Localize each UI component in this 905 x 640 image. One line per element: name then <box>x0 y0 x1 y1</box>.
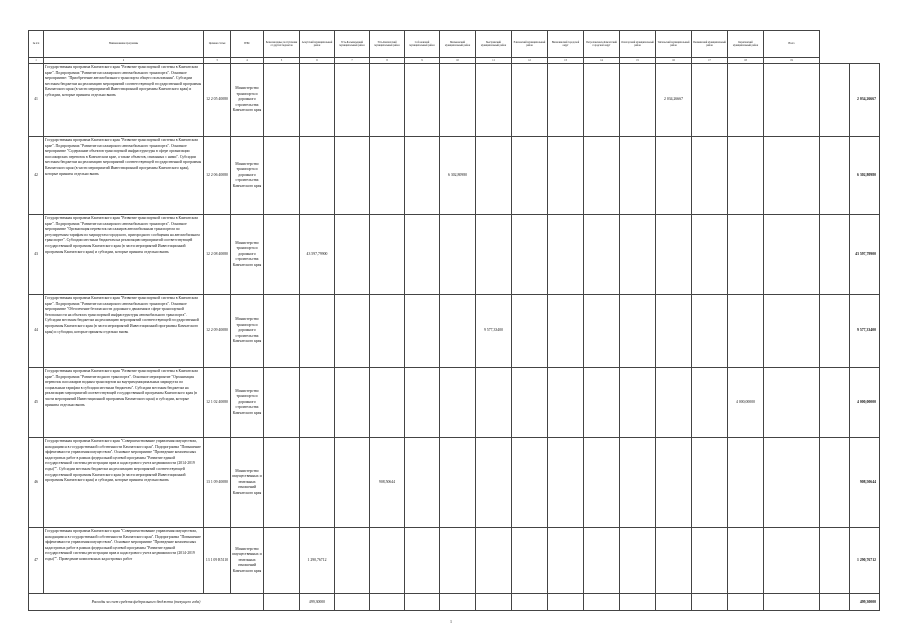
value-cell <box>548 137 584 215</box>
table-body <box>29 64 880 611</box>
column-header: Тигильский муниципальный район <box>656 31 692 58</box>
value-cell <box>440 438 476 528</box>
column-header: № п/п <box>29 31 44 58</box>
target-code: 12 2 08 40080 <box>204 215 231 295</box>
value-cell <box>656 137 692 215</box>
value-cell <box>440 64 476 137</box>
value-cell: 9 577,33400 <box>476 295 512 368</box>
column-number: 1 <box>29 58 44 64</box>
value-cell <box>728 137 764 215</box>
value-cell <box>620 137 656 215</box>
row-number: 42 <box>29 137 44 215</box>
row-total: 6 302,80980 <box>850 137 880 215</box>
column-number: 3 <box>204 58 231 64</box>
header-row <box>29 31 880 58</box>
row-number: 46 <box>29 438 44 528</box>
column-number: 2 <box>44 58 204 64</box>
column-header: Елизовский муниципальный район <box>512 31 548 58</box>
value-cell <box>476 528 512 594</box>
value-cell <box>764 594 820 611</box>
column-header: ГРБС <box>231 31 264 58</box>
table-row <box>29 528 880 594</box>
table-row <box>29 215 880 295</box>
value-cell <box>692 295 728 368</box>
value-cell <box>370 368 405 438</box>
value-cell <box>728 215 764 295</box>
row-total: 1 290,76712 <box>850 528 880 594</box>
value-cell <box>620 368 656 438</box>
value-cell <box>405 295 440 368</box>
value-cell <box>335 368 370 438</box>
value-cell: 2 034,26667 <box>656 64 692 137</box>
program-description: Государственная программа Камчатского края "Совершенствование управления имуществом, находящимся в государственной собственности Камчатского края". Подпрограмма "Повышение эффективности управления имуществом". Основное мероприятие "Проведение комплексных кадастровых работ в рамках федеральной целевой программы "Развитие единой государственной системы регистрации прав и кадастрового учета недвижимости (2014-2019 годы)"". Субсидии местным бюджетам на реализацию мероприятий соответствующей государственной программы Камчатского края (в части мероприятий Инвестиционной программы Камчатского края) и субсидии, которые приняты отдельно вновь <box>44 438 204 528</box>
column-number: 14 <box>584 58 620 64</box>
column-number: 7 <box>335 58 370 64</box>
column-header: Мильковский муниципальный район <box>440 31 476 58</box>
value-cell <box>335 438 370 528</box>
value-cell <box>300 295 335 368</box>
value-cell <box>620 295 656 368</box>
value-cell <box>476 137 512 215</box>
value-cell <box>264 528 300 594</box>
column-header: Целевая статья <box>204 31 231 58</box>
value-cell <box>335 594 370 611</box>
program-description: Государственная программа Камчатского края "Совершенствование управления имуществом, находящимся в государственной собственности Камчатского края". Подпрограмма "Повышение эффективности управления имуществом". Основное мероприятие "Проведение комплексных кадастровых работ в рамках федеральной целевой программы "Развитие единой государственной системы регистрации прав и кадастрового учета недвижимости (2014-2019 годы)"". Проведение комплексных кадастровых работ <box>44 528 204 594</box>
value-cell <box>584 64 620 137</box>
column-header: Соболевский муниципальный район <box>405 31 440 58</box>
value-cell <box>440 295 476 368</box>
program-description: Государственная программа Камчатского края "Развитие транспортной системы в Камчатском крае". Подпрограмма "Развитие водного транспорта". Основное мероприятие "Организация перевозок пассажиров водным транспортом на внутримуниципальных маршрутах по социальным тарифам в субсидии местным бюджетам". Субсидии местным бюджетам на реализацию мероприятий соответствующей государственной программы Камчатского края (в части мероприятий Инвестиционной программы Камчатского края) и субсидии, которые приняты отдельно вновь <box>44 368 204 438</box>
value-cell <box>512 594 548 611</box>
column-number: 13 <box>548 58 584 64</box>
row-number: 47 <box>29 528 44 594</box>
value-cell <box>728 295 764 368</box>
column-header: Карагинский муниципальный район <box>728 31 764 58</box>
column-number: 10 <box>440 58 476 64</box>
value-cell: 1 290,76712 <box>300 528 335 594</box>
value-cell <box>764 528 820 594</box>
value-cell <box>548 368 584 438</box>
value-cell <box>692 438 728 528</box>
target-code: 12 2 06 40080 <box>204 137 231 215</box>
value-cell <box>820 528 850 594</box>
column-header: Олюторский муниципальный район <box>620 31 656 58</box>
table-row <box>29 438 880 528</box>
value-cell <box>820 594 850 611</box>
value-cell: 908,50644 <box>370 438 405 528</box>
value-cell <box>692 64 728 137</box>
value-cell <box>405 528 440 594</box>
value-cell <box>264 64 300 137</box>
program-description: Государственная программа Камчатского края "Развитие транспортной системы в Камчатском крае". Подпрограмма "Развитие пассажирского автомобильного транспорта". Основное мероприятие "Организация перевозок пассажиров автомобильным транспортом по регулируемым тарифам по маршрутам городского, пригородного сообщения на автомобильном транспорте". Субсидии местным бюджетам на реализацию мероприятий соответствующей государственной программы Камчатского края (в части мероприятий Инвестиционной программы Камчатского края) и субсидии, которые приняты отдельно вновь <box>44 215 204 295</box>
value-cell <box>548 64 584 137</box>
value-cell <box>656 528 692 594</box>
column-number: 9 <box>405 58 440 64</box>
value-cell <box>692 137 728 215</box>
row-total: 43 597,79900 <box>850 215 880 295</box>
value-cell <box>405 594 440 611</box>
value-cell <box>728 594 764 611</box>
value-cell <box>620 528 656 594</box>
value-cell <box>300 137 335 215</box>
column-header: Усть-Камчатский муниципальный район <box>370 31 405 58</box>
column-number: 8 <box>370 58 405 64</box>
executor: Министерство транспорта и дорожного строительства Камчатского края <box>231 295 264 368</box>
value-cell: 43 597,79900 <box>300 215 335 295</box>
footer-total: 499,30000 <box>850 594 880 611</box>
value-cell <box>300 368 335 438</box>
value-cell <box>512 368 548 438</box>
value-cell <box>512 528 548 594</box>
row-number: 41 <box>29 64 44 137</box>
value-cell <box>728 64 764 137</box>
value-cell <box>656 594 692 611</box>
footer-label: Расходы за счет средств федерального бюджета (текущего года) <box>29 594 264 611</box>
column-number: 11 <box>476 58 512 64</box>
value-cell <box>370 64 405 137</box>
value-cell <box>548 438 584 528</box>
value-cell <box>370 295 405 368</box>
executor: Министерство имущественных и земельных отношений Камчатского края <box>231 438 264 528</box>
value-cell <box>440 368 476 438</box>
executor: Министерство транспорта и дорожного строительства Камчатского края <box>231 368 264 438</box>
row-total: 2 034,26667 <box>850 64 880 137</box>
column-number: 18 <box>728 58 764 64</box>
value-cell <box>370 215 405 295</box>
row-total: 9 577,33400 <box>850 295 880 368</box>
value-cell <box>620 438 656 528</box>
column-header: Вилючинский городской округ <box>548 31 584 58</box>
value-cell <box>264 368 300 438</box>
value-cell <box>264 215 300 295</box>
value-cell <box>620 64 656 137</box>
value-cell <box>584 594 620 611</box>
value-cell <box>656 368 692 438</box>
column-header: Безвозмездные поступления от других бюджетов <box>264 31 300 58</box>
row-number: 44 <box>29 295 44 368</box>
executor: Министерство транспорта и дорожного строительства Камчатского края <box>231 137 264 215</box>
value-cell <box>728 438 764 528</box>
value-cell <box>300 438 335 528</box>
column-number: 12 <box>512 58 548 64</box>
value-cell <box>584 528 620 594</box>
row-number: 43 <box>29 215 44 295</box>
table-row <box>29 368 880 438</box>
value-cell <box>335 64 370 137</box>
value-cell <box>692 368 728 438</box>
table-row <box>29 137 880 215</box>
value-cell <box>820 64 850 137</box>
value-cell <box>656 438 692 528</box>
target-code: 13 1 09 R5110 <box>204 528 231 594</box>
value-cell <box>264 438 300 528</box>
value-cell <box>764 295 820 368</box>
value-cell <box>370 137 405 215</box>
table-row <box>29 295 880 368</box>
column-number: 4 <box>231 58 264 64</box>
value-cell <box>820 215 850 295</box>
value-cell <box>335 215 370 295</box>
value-cell <box>820 137 850 215</box>
document-sheet <box>28 30 880 611</box>
value-cell <box>264 137 300 215</box>
column-header: Усть-Большерецкий муниципальный район <box>335 31 370 58</box>
value-cell <box>300 64 335 137</box>
value-cell <box>405 368 440 438</box>
value-cell <box>584 438 620 528</box>
value-cell <box>476 594 512 611</box>
value-cell <box>764 438 820 528</box>
executor: Министерство транспорта и дорожного строительства Камчатского края <box>231 64 264 137</box>
value-cell <box>476 438 512 528</box>
value-cell <box>405 64 440 137</box>
executor: Министерство транспорта и дорожного строительства Камчатского края <box>231 215 264 295</box>
column-number: 15 <box>620 58 656 64</box>
value-cell <box>548 594 584 611</box>
value-cell <box>405 438 440 528</box>
column-number: 6 <box>300 58 335 64</box>
column-header: Петропавловск-Камчатский городской округ <box>584 31 620 58</box>
budget-table <box>28 30 880 611</box>
value-cell <box>335 137 370 215</box>
value-cell <box>440 594 476 611</box>
value-cell <box>584 295 620 368</box>
value-cell <box>764 64 820 137</box>
value-cell <box>440 215 476 295</box>
value-cell <box>548 528 584 594</box>
value-cell <box>548 215 584 295</box>
value-cell <box>405 215 440 295</box>
row-total: 4 000,00000 <box>850 368 880 438</box>
row-total: 908,50644 <box>850 438 880 528</box>
value-cell <box>584 215 620 295</box>
target-code: 12 2 09 40080 <box>204 295 231 368</box>
page-number: 1 <box>450 619 452 624</box>
value-cell: 4 000,00000 <box>728 368 764 438</box>
column-header: Наименование программы <box>44 31 204 58</box>
column-number: 5 <box>264 58 300 64</box>
value-cell <box>512 295 548 368</box>
program-description: Государственная программа Камчатского края "Развитие транспортной системы в Камчатском крае". Подпрограмма "Развитие пассажирского автомобильного транспорта". Основное мероприятие "Содержание объектов транспортной инфраструктуры в сфере организации пассажирских перевозок в Камчатском крае, а также объектов, связанных с ними". Субсидии местным бюджетам на реализацию мероприятий соответствующей государственной программы Камчатского края (в части мероприятий Инвестиционной программы Камчатского края), которые приняты отдельно вновь <box>44 137 204 215</box>
target-code: 12 2 05 40080 <box>204 64 231 137</box>
value-cell <box>512 137 548 215</box>
value-cell <box>335 295 370 368</box>
value-cell <box>692 594 728 611</box>
value-cell <box>620 594 656 611</box>
value-cell: 6 302,80980 <box>440 137 476 215</box>
value-cell <box>264 295 300 368</box>
column-number: 16 <box>656 58 692 64</box>
column-header: Алеутский муниципальный район <box>300 31 335 58</box>
executor: Министерство имущественных и земельных отношений Камчатского края <box>231 528 264 594</box>
value-cell <box>692 528 728 594</box>
value-cell <box>764 137 820 215</box>
value-cell <box>476 368 512 438</box>
value-cell <box>692 215 728 295</box>
table-row <box>29 64 880 137</box>
value-cell <box>512 64 548 137</box>
column-header: Быстринский муниципальный район <box>476 31 512 58</box>
value-cell <box>548 295 584 368</box>
target-code: 13 1 09 40080 <box>204 438 231 528</box>
column-header: Пенжинский муниципальный район <box>692 31 728 58</box>
value-cell <box>476 64 512 137</box>
row-number: 45 <box>29 368 44 438</box>
program-description: Государственная программа Камчатского края "Развитие транспортной системы в Камчатском крае". Подпрограмма "Развитие пассажирского автомобильного транспорта". Основное мероприятие "Обеспечение безопасности дорожного движения в сфере транспортной безопасности на объектах транспортной инфраструктуры автомобильного транспорта". Субсидии местным бюджетам на реализацию мероприятий соответствующей государственной программы Камчатского края (в части мероприятий Инвестиционной программы Камчатского края) и субсидии, которые приняты отдельно вновь <box>44 295 204 368</box>
value-cell <box>370 528 405 594</box>
value-cell <box>728 528 764 594</box>
value-cell <box>656 215 692 295</box>
column-header: Всего <box>764 31 820 58</box>
value-cell <box>764 368 820 438</box>
value-cell <box>656 295 692 368</box>
program-description: Государственная программа Камчатского края "Развитие транспортной системы в Камчатском крае". Подпрограмма "Развитие пассажирского автомобильного транспорта". Основное мероприятие: "Приобретение автомобильного транспорта общего пользования". Субсидии местным бюджетам на реализацию мероприятий соответствующей государственной программы Камчатского края (в части мероприятий Инвестиционной программы Камчатского края) и субсидии, которые приняты отдельно вновь <box>44 64 204 137</box>
value-cell <box>440 528 476 594</box>
value-cell <box>584 137 620 215</box>
value-cell <box>370 594 405 611</box>
value-cell <box>335 528 370 594</box>
value-cell <box>584 368 620 438</box>
value-cell <box>820 438 850 528</box>
column-number: 19 <box>764 58 820 64</box>
value-cell <box>512 438 548 528</box>
target-code: 12 1 02 40080 <box>204 368 231 438</box>
value-cell: 499,30000 <box>300 594 335 611</box>
value-cell <box>476 215 512 295</box>
value-cell <box>264 594 300 611</box>
value-cell <box>764 215 820 295</box>
footer-row <box>29 594 880 611</box>
value-cell <box>405 137 440 215</box>
value-cell <box>512 215 548 295</box>
value-cell <box>820 295 850 368</box>
value-cell <box>620 215 656 295</box>
value-cell <box>820 368 850 438</box>
column-number: 17 <box>692 58 728 64</box>
